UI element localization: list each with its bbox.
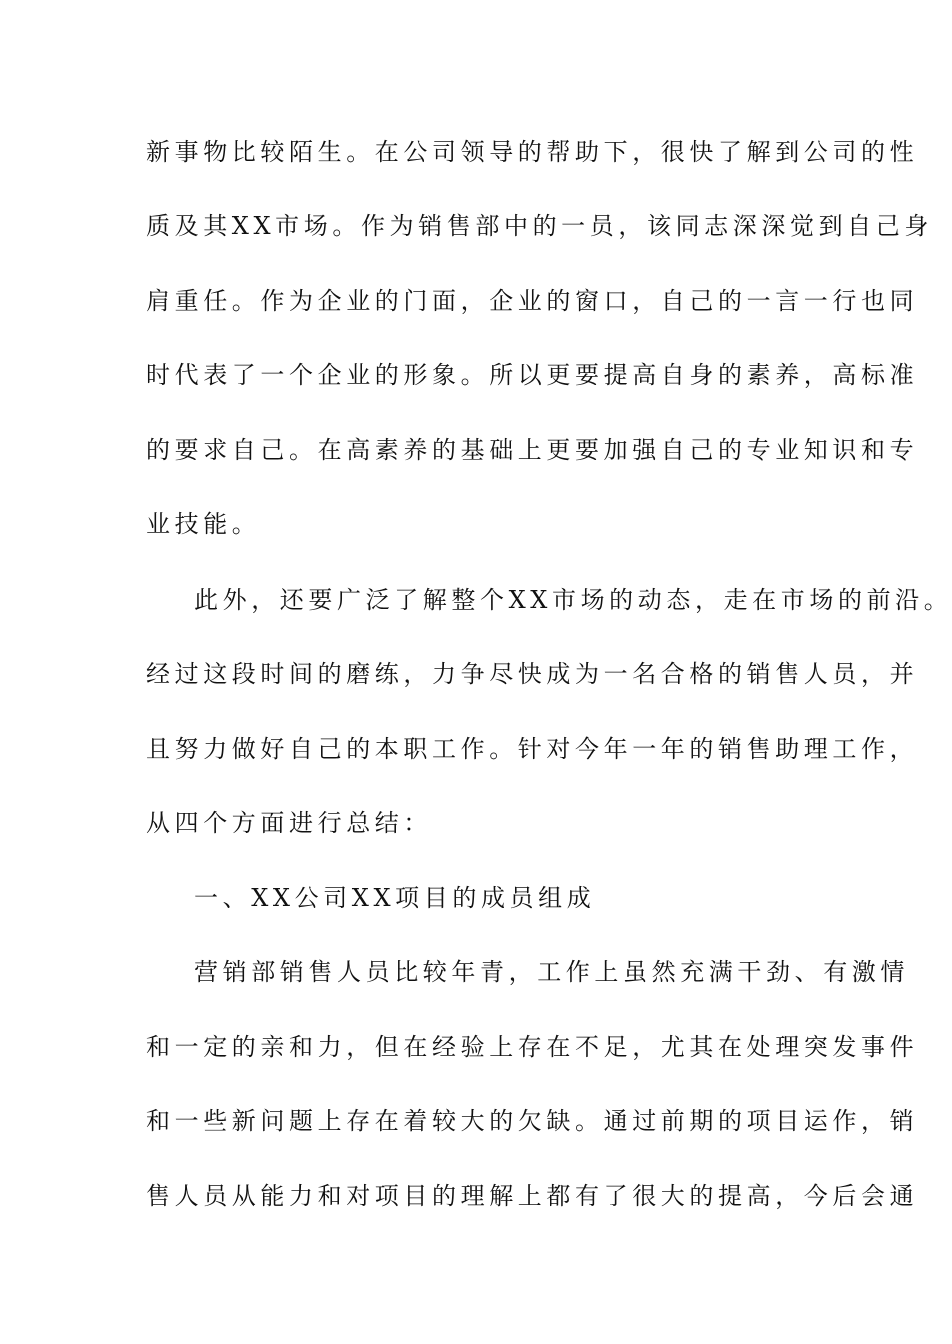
section-heading: 一、XX公司XX项目的成员组成: [194, 884, 596, 912]
text-line-6: 业技能。: [146, 510, 261, 538]
text-line-14: 和一些新问题上存在着较大的欠缺。通过前期的项目运作，销: [146, 1107, 919, 1135]
paragraph-3-line-1: 营销部销售人员比较年青，工作上虽然充满干劲、有激情: [194, 958, 909, 986]
text-line-1: 新事物比较陌生。在公司领导的帮助下，很快了解到公司的性: [146, 138, 919, 166]
text-line-8: 经过这段时间的磨练，力争尽快成为一名合格的销售人员，并: [146, 660, 919, 688]
text-line-9: 且努力做好自己的本职工作。针对今年一年的销售助理工作，: [146, 735, 919, 763]
text-line-15: 售人员从能力和对项目的理解上都有了很大的提高，今后会通: [146, 1182, 919, 1210]
text-line-3: 肩重任。作为企业的门面，企业的窗口，自己的一言一行也同: [146, 287, 919, 315]
text-line-5: 的要求自己。在高素养的基础上更要加强自己的专业知识和专: [146, 436, 919, 464]
paragraph-2-line-1: 此外，还要广泛了解整个XX市场的动态，走在市场的前沿。: [194, 586, 952, 614]
text-line-13: 和一定的亲和力，但在经验上存在不足，尤其在处理突发事件: [146, 1033, 919, 1061]
text-line-10: 从四个方面进行总结：: [146, 809, 432, 837]
text-line-2: 质及其XX市场。作为销售部中的一员，该同志深深觉到自己身: [146, 212, 933, 240]
text-line-4: 时代表了一个企业的形象。所以更要提高自身的素养，高标准: [146, 361, 919, 389]
